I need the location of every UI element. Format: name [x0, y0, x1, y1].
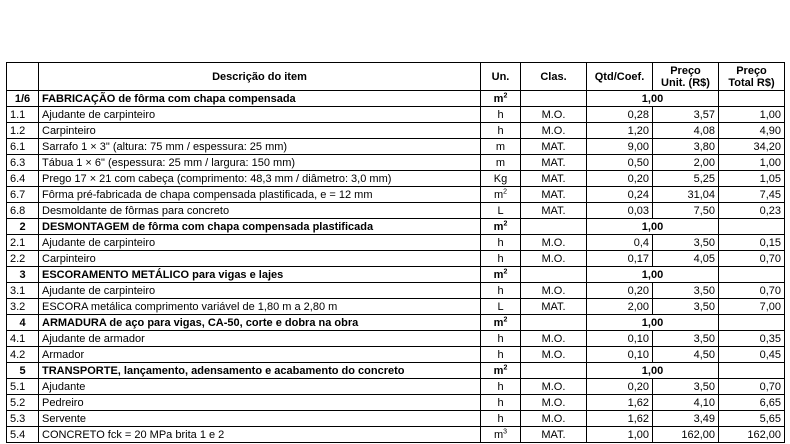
- header-un: Un.: [481, 63, 521, 91]
- table-body: [7, 91, 785, 443]
- table-row: [7, 123, 785, 139]
- row-qtd: 1,20: [587, 123, 653, 139]
- section-title: DESMONTAGEM de fôrma com chapa compensada plastificada: [39, 219, 481, 235]
- row-class: M.O.: [521, 395, 587, 411]
- section-row: [7, 315, 785, 331]
- table-row: [7, 347, 785, 363]
- row-total-price: 7,45: [719, 187, 785, 203]
- row-total-price: 0,15: [719, 235, 785, 251]
- row-unit-price: 3,50: [653, 299, 719, 315]
- row-class: M.O.: [521, 251, 587, 267]
- unit-exponent: 2: [503, 315, 508, 323]
- row-description: Fôrma pré-fabricada de chapa compensada plastificada, e = 12 mm: [39, 187, 481, 203]
- row-total: [719, 219, 785, 235]
- row-description: Pedreiro: [39, 395, 481, 411]
- row-unit-price: 31,04: [653, 187, 719, 203]
- row-class: MAT.: [521, 155, 587, 171]
- row-number: 2.1: [7, 235, 39, 251]
- composition-table: [6, 62, 785, 443]
- row-class: MAT.: [521, 139, 587, 155]
- section-row: [7, 91, 785, 107]
- unit-cell: [481, 235, 521, 251]
- row-number: 4: [7, 315, 39, 331]
- table-row: [7, 155, 785, 171]
- row-number: 3.1: [7, 283, 39, 299]
- row-unit-price: 2,00: [653, 155, 719, 171]
- unit-exponent: 2: [503, 91, 508, 99]
- row-total-price: 0,70: [719, 283, 785, 299]
- unit-cell: [481, 347, 521, 363]
- row-number: 2: [7, 219, 39, 235]
- row-unit-price: 4,08: [653, 123, 719, 139]
- row-number: 1.1: [7, 107, 39, 123]
- unit-text: L: [497, 204, 504, 217]
- row-unit-price: 5,25: [653, 171, 719, 187]
- unit-text: m: [493, 428, 504, 441]
- unit-cell: [481, 395, 521, 411]
- unit-text: Kg: [493, 172, 508, 185]
- table-row: [7, 251, 785, 267]
- section-title: ESCORAMENTO METÁLICO para vigas e lajes: [39, 267, 481, 283]
- row-description: Carpinteiro: [39, 251, 481, 267]
- table-row: [7, 395, 785, 411]
- unit-text: h: [497, 396, 504, 409]
- table-row: [7, 411, 785, 427]
- table-row: [7, 283, 785, 299]
- row-total: [719, 315, 785, 331]
- row-qtd: 0,20: [587, 283, 653, 299]
- unit-text: h: [497, 284, 504, 297]
- row-qtd: 1,00: [587, 315, 719, 331]
- row-description: Armador: [39, 347, 481, 363]
- table-row: [7, 235, 785, 251]
- row-total-price: 34,20: [719, 139, 785, 155]
- row-number: 5.2: [7, 395, 39, 411]
- row-qtd: 0,28: [587, 107, 653, 123]
- header-preco-total-line1: Preço: [736, 64, 767, 77]
- row-qtd: 0,10: [587, 347, 653, 363]
- unit-cell: [481, 107, 521, 123]
- unit-cell: [481, 363, 521, 379]
- row-class: M.O.: [521, 283, 587, 299]
- unit-text: h: [497, 348, 504, 361]
- row-number: 1.2: [7, 123, 39, 139]
- row-unit-price: 4,50: [653, 347, 719, 363]
- unit-text: h: [497, 412, 504, 425]
- row-qtd: 1,62: [587, 395, 653, 411]
- unit-cell: [481, 219, 521, 235]
- unit-cell: [481, 139, 521, 155]
- row-description: Carpinteiro: [39, 123, 481, 139]
- unit-cell: [481, 123, 521, 139]
- row-total-price: 4,90: [719, 123, 785, 139]
- row-class: [521, 267, 587, 283]
- row-number: 5.3: [7, 411, 39, 427]
- row-total: [719, 91, 785, 107]
- row-class: [521, 91, 587, 107]
- row-class: M.O.: [521, 107, 587, 123]
- unit-text: m: [493, 92, 504, 105]
- section-row: [7, 267, 785, 283]
- unit-text: m: [495, 140, 506, 153]
- row-qtd: 1,00: [587, 219, 719, 235]
- row-number: 6.4: [7, 171, 39, 187]
- row-total: [719, 363, 785, 379]
- row-class: MAT.: [521, 203, 587, 219]
- row-description: Tábua 1 × 6" (espessura: 25 mm / largura: 150 mm): [39, 155, 481, 171]
- row-number: 5: [7, 363, 39, 379]
- unit-text: m: [493, 316, 504, 329]
- row-total-price: 0,70: [719, 251, 785, 267]
- unit-text: h: [497, 380, 504, 393]
- unit-cell: [481, 155, 521, 171]
- unit-text: h: [497, 332, 504, 345]
- row-unit-price: 3,50: [653, 331, 719, 347]
- row-description: Ajudante de armador: [39, 331, 481, 347]
- row-class: M.O.: [521, 331, 587, 347]
- row-class: [521, 363, 587, 379]
- unit-text: m: [493, 220, 504, 233]
- unit-cell: [481, 315, 521, 331]
- table-row: [7, 107, 785, 123]
- unit-text: L: [497, 300, 504, 313]
- row-unit-price: 4,05: [653, 251, 719, 267]
- unit-cell: [481, 299, 521, 315]
- table-row: [7, 299, 785, 315]
- unit-cell: [481, 203, 521, 219]
- unit-cell: [481, 91, 521, 107]
- unit-cell: [481, 171, 521, 187]
- table-row: [7, 331, 785, 347]
- table-row: [7, 187, 785, 203]
- row-qtd: 0,4: [587, 235, 653, 251]
- table-header-row: [7, 63, 785, 91]
- row-description: ESCORA metálica comprimento variável de 1,80 m a 2,80 m: [39, 299, 481, 315]
- row-number: 4.1: [7, 331, 39, 347]
- unit-text: h: [497, 236, 504, 249]
- header-preco-total-line2: Total R$): [728, 76, 775, 89]
- unit-cell: [481, 411, 521, 427]
- row-total-price: 1,00: [719, 155, 785, 171]
- row-total-price: 1,00: [719, 107, 785, 123]
- header-qtd: Qtd/Coef.: [587, 63, 653, 91]
- unit-exponent: 2: [503, 363, 508, 371]
- row-unit-price: 3,80: [653, 139, 719, 155]
- row-unit-price: 7,50: [653, 203, 719, 219]
- row-class: M.O.: [521, 379, 587, 395]
- header-preco-total: [719, 63, 785, 91]
- unit-exponent: 2: [503, 187, 508, 195]
- unit-text: m: [493, 268, 504, 281]
- unit-text: m: [495, 156, 506, 169]
- table-row: [7, 427, 785, 443]
- row-number: 6.3: [7, 155, 39, 171]
- row-total: [719, 267, 785, 283]
- row-description: Ajudante de carpinteiro: [39, 235, 481, 251]
- row-unit-price: 162,00: [653, 427, 719, 443]
- header-preco-unit: [653, 63, 719, 91]
- unit-cell: [481, 379, 521, 395]
- table-row: [7, 379, 785, 395]
- row-unit-price: 3,50: [653, 379, 719, 395]
- row-number: 6.8: [7, 203, 39, 219]
- row-total-price: 162,00: [719, 427, 785, 443]
- row-qtd: 0,17: [587, 251, 653, 267]
- section-row: [7, 219, 785, 235]
- unit-text: h: [497, 108, 504, 121]
- row-class: M.O.: [521, 235, 587, 251]
- row-total-price: 6,65: [719, 395, 785, 411]
- row-class: MAT.: [521, 299, 587, 315]
- unit-cell: [481, 283, 521, 299]
- row-unit-price: 3,57: [653, 107, 719, 123]
- row-class: M.O.: [521, 123, 587, 139]
- section-title: TRANSPORTE, lançamento, adensamento e acabamento do concreto: [39, 363, 481, 379]
- row-qtd: 0,20: [587, 171, 653, 187]
- row-total-price: 0,35: [719, 331, 785, 347]
- unit-cell: [481, 267, 521, 283]
- unit-text: h: [497, 252, 504, 265]
- row-total-price: 0,23: [719, 203, 785, 219]
- unit-exponent: 2: [503, 267, 508, 275]
- row-unit-price: 4,10: [653, 395, 719, 411]
- header-clas: Clas.: [521, 63, 587, 91]
- row-description: Desmoldante de fôrmas para concreto: [39, 203, 481, 219]
- header-desc: Descrição do item: [39, 63, 481, 91]
- row-qtd: 1,00: [587, 427, 653, 443]
- unit-text: h: [497, 124, 504, 137]
- row-qtd: 1,00: [587, 267, 719, 283]
- unit-text: m: [493, 364, 504, 377]
- row-qtd: 0,03: [587, 203, 653, 219]
- header-preco-unit-line1: Preço: [670, 64, 701, 77]
- row-qtd: 1,00: [587, 91, 719, 107]
- unit-exponent: 2: [503, 219, 508, 227]
- table-row: [7, 171, 785, 187]
- row-qtd: 1,00: [587, 363, 719, 379]
- row-unit-price: 3,50: [653, 283, 719, 299]
- header-num: [7, 63, 39, 91]
- row-total-price: 1,05: [719, 171, 785, 187]
- section-title: ARMADURA de aço para vigas, CA-50, corte e dobra na obra: [39, 315, 481, 331]
- row-class: MAT.: [521, 427, 587, 443]
- row-description: Ajudante de carpinteiro: [39, 283, 481, 299]
- section-row: [7, 363, 785, 379]
- row-total-price: 0,45: [719, 347, 785, 363]
- row-class: MAT.: [521, 171, 587, 187]
- row-description: Prego 17 × 21 com cabeça (comprimento: 48,3 mm / diâmetro: 3,0 mm): [39, 171, 481, 187]
- row-unit-price: 3,49: [653, 411, 719, 427]
- unit-cell: [481, 251, 521, 267]
- row-number: 5.4: [7, 427, 39, 443]
- row-number: 6.1: [7, 139, 39, 155]
- row-description: Sarrafo 1 × 3" (altura: 75 mm / espessura: 25 mm): [39, 139, 481, 155]
- row-number: 4.2: [7, 347, 39, 363]
- row-qtd: 0,50: [587, 155, 653, 171]
- row-qtd: 0,24: [587, 187, 653, 203]
- row-number: 5.1: [7, 379, 39, 395]
- row-class: M.O.: [521, 411, 587, 427]
- row-class: MAT.: [521, 187, 587, 203]
- row-number: 3.2: [7, 299, 39, 315]
- row-total-price: 5,65: [719, 411, 785, 427]
- unit-cell: [481, 427, 521, 443]
- unit-cell: [481, 331, 521, 347]
- table-row: [7, 139, 785, 155]
- row-description: Ajudante: [39, 379, 481, 395]
- row-qtd: 0,10: [587, 331, 653, 347]
- row-description: Ajudante de carpinteiro: [39, 107, 481, 123]
- row-number: 3: [7, 267, 39, 283]
- unit-cell: [481, 187, 521, 203]
- row-description: Servente: [39, 411, 481, 427]
- row-total-price: 7,00: [719, 299, 785, 315]
- table-row: [7, 203, 785, 219]
- row-unit-price: 3,50: [653, 235, 719, 251]
- row-qtd: 2,00: [587, 299, 653, 315]
- row-class: M.O.: [521, 347, 587, 363]
- header-preco-unit-line2: Unit. (R$): [661, 76, 710, 89]
- row-number: 1/6: [7, 91, 39, 107]
- row-number: 2.2: [7, 251, 39, 267]
- row-qtd: 0,20: [587, 379, 653, 395]
- row-qtd: 9,00: [587, 139, 653, 155]
- unit-exponent: 3: [503, 427, 508, 435]
- row-class: [521, 219, 587, 235]
- row-description: CONCRETO fck = 20 MPa brita 1 e 2: [39, 427, 481, 443]
- unit-text: m: [493, 188, 504, 201]
- section-title: FABRICAÇÃO de fôrma com chapa compensada: [39, 91, 481, 107]
- row-qtd: 1,62: [587, 411, 653, 427]
- row-total-price: 0,70: [719, 379, 785, 395]
- row-number: 6.7: [7, 187, 39, 203]
- row-class: [521, 315, 587, 331]
